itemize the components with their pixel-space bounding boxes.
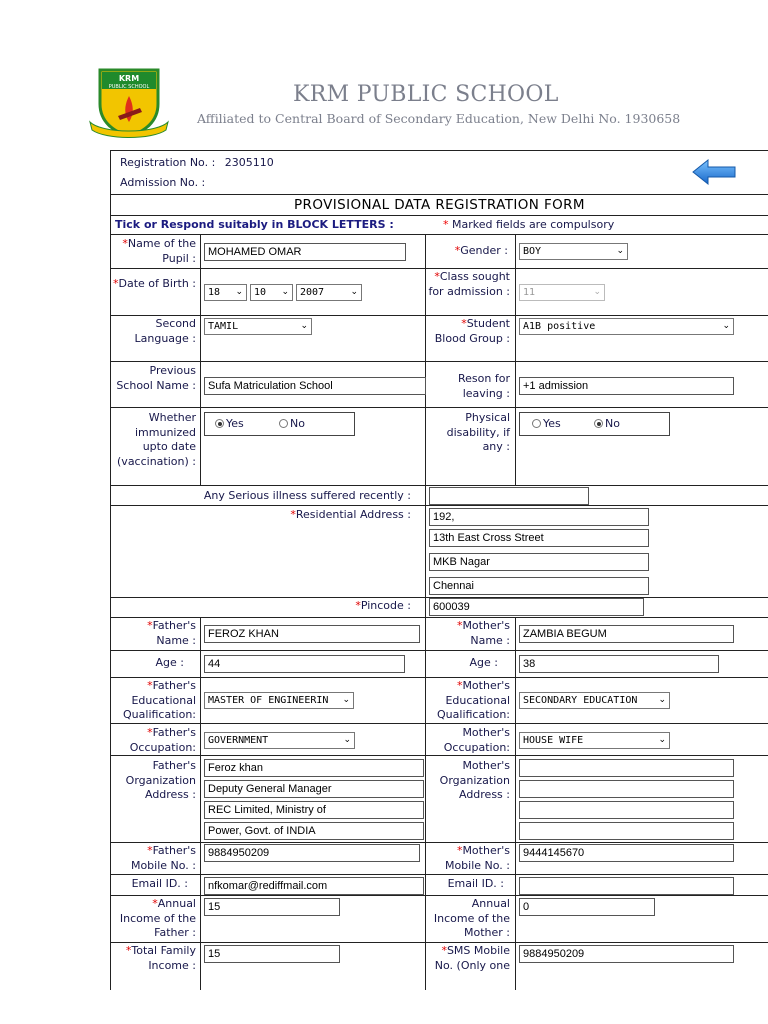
address-line4-input[interactable]: Chennai <box>429 577 649 595</box>
row-divider <box>110 942 768 943</box>
second-language-select[interactable]: TAMIL ⌄ <box>204 318 312 335</box>
mother-age-input[interactable]: 38 <box>519 655 719 673</box>
father-income-input[interactable]: 15 <box>204 898 340 916</box>
father-mobile-input[interactable]: 9884950209 <box>204 844 420 862</box>
pincode-input[interactable]: 600039 <box>429 598 644 616</box>
mother-name-input[interactable]: ZAMBIA BEGUM <box>519 625 734 643</box>
father-organization-label: Father's Organization Address : <box>125 759 196 801</box>
column-divider <box>200 617 201 990</box>
mother-mobile-input[interactable]: 9444145670 <box>519 844 734 862</box>
instruction-text: Tick or Respond suitably in BLOCK LETTERS : <box>115 218 394 231</box>
father-email-label: Email ID. : <box>131 877 188 890</box>
chevron-down-icon: ⌄ <box>343 735 351 745</box>
pincode-label: *Pincode : <box>355 599 411 612</box>
father-org-line2-input[interactable]: Deputy General Manager <box>204 780 424 798</box>
father-org-line1-input[interactable]: Feroz khan <box>204 759 424 777</box>
row-divider <box>110 505 768 506</box>
column-divider <box>515 617 516 990</box>
radio-empty-icon <box>532 419 541 428</box>
father-education-select[interactable]: MASTER OF ENGINEERIN ⌄ <box>204 692 354 709</box>
back-arrow-icon[interactable] <box>691 158 739 186</box>
mother-org-line4-input[interactable] <box>519 822 734 840</box>
family-income-input[interactable]: 15 <box>204 945 340 963</box>
father-income-label: *Annual Income of the Father : <box>119 897 196 939</box>
mother-education-select[interactable]: SECONDARY EDUCATION ⌄ <box>519 692 670 709</box>
row-divider <box>110 895 768 896</box>
column-divider <box>515 234 516 485</box>
previous-school-label: Previous School Name : <box>116 364 196 392</box>
father-age-input[interactable]: 44 <box>204 655 405 673</box>
chevron-down-icon: ⌄ <box>658 695 666 705</box>
chevron-down-icon: ⌄ <box>593 287 601 297</box>
mother-organization-label: Mother's Organization Address : <box>439 759 510 801</box>
affiliation-text: Affiliated to Central Board of Secondary Education, New Delhi No. 1930658 <box>197 111 681 126</box>
address-line1-input[interactable]: 192, <box>429 508 649 526</box>
class-sought-label: *Class sought for admission : <box>428 270 510 298</box>
radio-selected-icon <box>594 419 603 428</box>
mother-org-line2-input[interactable] <box>519 780 734 798</box>
row-divider <box>110 874 768 875</box>
chevron-down-icon: ⌄ <box>235 287 243 297</box>
father-org-line4-input[interactable]: Power, Govt. of INDIA <box>204 822 424 840</box>
blood-group-select[interactable]: A1B positive ⌄ <box>519 318 734 335</box>
father-occupation-label: *Father's Occupation: <box>129 726 196 754</box>
gender-label: *Gender : <box>454 244 508 257</box>
form-title: PROVISIONAL DATA REGISTRATION FORM <box>110 195 768 216</box>
mother-email-label: Email ID. : <box>447 877 504 890</box>
chevron-down-icon: ⌄ <box>281 287 289 297</box>
radio-empty-icon <box>279 419 288 428</box>
father-education-label: *Father's Educational Qualification: <box>123 679 196 721</box>
chevron-down-icon: ⌄ <box>722 321 730 331</box>
father-age-label: Age : <box>155 656 184 669</box>
father-mobile-label: *Father's Mobile No. : <box>130 844 196 872</box>
school-logo-icon <box>88 64 170 140</box>
previous-school-input[interactable]: Sufa Matriculation School <box>204 377 426 395</box>
dob-month-select[interactable]: 10 ⌄ <box>250 284 293 301</box>
svg-text:KRM: KRM <box>118 74 140 83</box>
column-divider <box>425 234 426 990</box>
table-border-left <box>110 150 111 990</box>
gender-select[interactable]: BOY ⌄ <box>519 243 628 260</box>
row-divider <box>110 677 768 678</box>
chevron-down-icon: ⌄ <box>658 735 666 745</box>
residential-address-label: *Residential Address : <box>290 508 411 521</box>
school-name: KRM PUBLIC SCHOOL <box>293 82 559 107</box>
immunized-radio-group <box>204 412 355 436</box>
immunized-label: Whether immunized upto date (vaccination) : <box>117 411 196 468</box>
school-header <box>0 0 768 150</box>
father-occupation-select[interactable]: GOVERNMENT ⌄ <box>204 732 355 749</box>
address-line3-input[interactable]: MKB Nagar <box>429 553 649 571</box>
class-sought-select[interactable]: 11 ⌄ <box>519 284 605 301</box>
row-divider <box>110 234 768 235</box>
reason-leaving-label: Reson for leaving : <box>458 372 510 400</box>
chevron-down-icon: ⌄ <box>350 287 358 297</box>
disability-no-option[interactable]: No <box>594 413 620 435</box>
family-income-label: *Total Family Income : <box>125 944 196 972</box>
chevron-down-icon: ⌄ <box>342 695 350 705</box>
blood-group-label: *Student Blood Group : <box>434 317 510 345</box>
compulsory-note: * Marked fields are compulsory <box>443 218 615 231</box>
column-divider <box>200 234 201 485</box>
immunized-no-option[interactable]: No <box>279 413 305 435</box>
admission-number-label: Admission No. : <box>120 176 206 189</box>
row-divider <box>110 842 768 843</box>
father-email-input[interactable]: nfkomar@rediffmail.com <box>204 877 424 895</box>
row-divider <box>110 755 768 756</box>
form-instructions <box>110 216 768 234</box>
disability-yes-option[interactable]: Yes <box>532 413 561 435</box>
row-divider <box>110 617 768 618</box>
mother-occupation-label: Mother's Occupation: <box>443 726 510 754</box>
row-divider <box>110 361 768 362</box>
mother-org-line1-input[interactable] <box>519 759 734 777</box>
second-language-label: Second Language : <box>134 317 196 345</box>
immunized-yes-option[interactable]: Yes <box>215 413 244 435</box>
mother-org-line3-input[interactable] <box>519 801 734 819</box>
pupil-name-input[interactable]: MOHAMED OMAR <box>204 243 406 261</box>
mother-mobile-label: *Mother's Mobile No. : <box>444 844 510 872</box>
reason-leaving-input[interactable]: +1 admission <box>519 377 734 395</box>
registration-box <box>110 150 768 195</box>
mother-age-label: Age : <box>469 656 498 669</box>
row-divider <box>110 407 768 408</box>
chevron-down-icon: ⌄ <box>616 246 624 256</box>
mother-occupation-select[interactable]: HOUSE WIFE ⌄ <box>519 732 670 749</box>
mother-education-label: *Mother's Educational Qualification: <box>437 679 510 721</box>
sms-mobile-input[interactable]: 9884950209 <box>519 945 734 963</box>
dob-day-select[interactable]: 18 ⌄ <box>204 284 247 301</box>
radio-selected-icon <box>215 419 224 428</box>
registration-number: Registration No. : 2305110 <box>120 156 274 169</box>
serious-illness-label: Any Serious illness suffered recently : <box>203 489 411 502</box>
mother-email-input[interactable] <box>519 877 734 895</box>
chevron-down-icon: ⌄ <box>300 321 308 331</box>
father-name-input[interactable]: FEROZ KHAN <box>204 625 420 643</box>
mother-name-label: *Mother's Name : <box>456 619 510 647</box>
disability-radio-group <box>519 412 670 436</box>
father-name-label: *Father's Name : <box>147 619 196 647</box>
row-divider <box>110 485 768 486</box>
mother-income-input[interactable]: 0 <box>519 898 655 916</box>
pupil-name-label: *Name of the Pupil : <box>122 237 196 265</box>
row-divider <box>110 315 768 316</box>
dob-label: *Date of Birth : <box>113 277 196 290</box>
mother-income-label: Annual Income of the Mother : <box>433 897 510 939</box>
sms-mobile-label: *SMS Mobile No. (Only one <box>434 944 510 972</box>
row-divider <box>110 723 768 724</box>
disability-label: Physical disability, if any : <box>446 411 510 453</box>
father-org-line3-input[interactable]: REC Limited, Ministry of <box>204 801 424 819</box>
dob-year-select[interactable]: 2007 ⌄ <box>296 284 362 301</box>
row-divider <box>110 268 768 269</box>
serious-illness-input[interactable] <box>429 487 589 505</box>
address-line2-input[interactable]: 13th East Cross Street <box>429 529 649 547</box>
row-divider <box>110 650 768 651</box>
svg-text:PUBLIC SCHOOL: PUBLIC SCHOOL <box>108 84 150 90</box>
